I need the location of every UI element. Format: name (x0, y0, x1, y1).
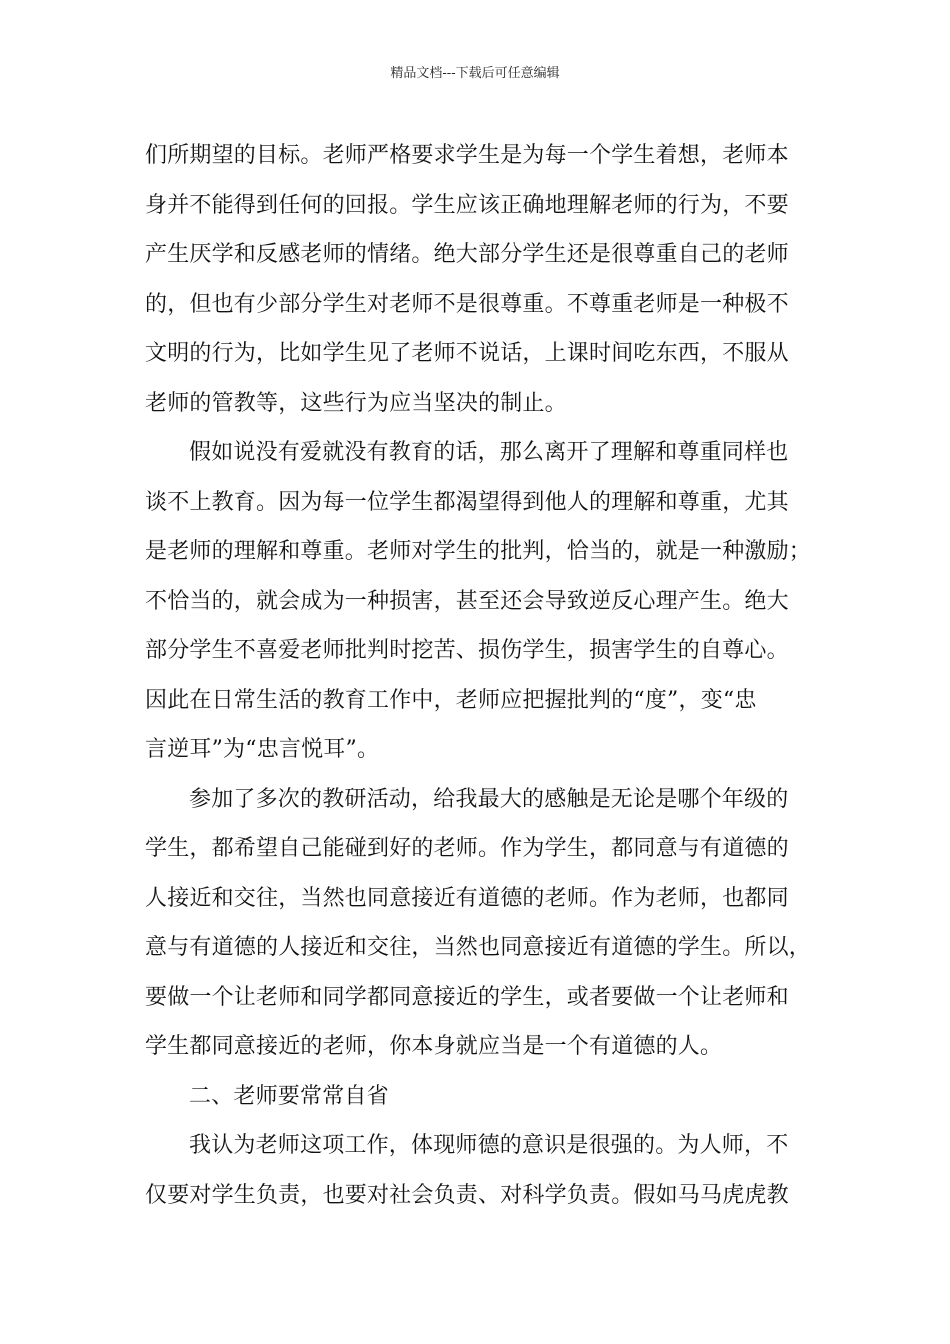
text-line: 谈不上教育。因为每一位学生都渴望得到他人的理解和尊重，尤其 (145, 489, 789, 515)
text-line: 意与有道德的人接近和交往，当然也同意接近有道德的学生。所以， (145, 935, 812, 960)
text-line: 产生厌学和反感老师的情绪。绝大部分学生还是很尊重自己的老师 (145, 242, 789, 267)
text-line: 言逆耳”为“忠言悦耳”。 (145, 737, 380, 762)
page-header: 精品文档---下载后可任意编辑 (390, 66, 560, 81)
text-line: 要做一个让老师和同学都同意接近的学生，或者要做一个让老师和 (145, 984, 789, 1010)
text-line: 不恰当的，就会成为一种损害，甚至还会导致逆反心理产生。绝大 (145, 588, 789, 614)
text-line: 学生都同意接近的老师，你本身就应当是一个有道德的人。 (145, 1034, 723, 1059)
section-heading: 二、老师要常常自省 (189, 1083, 389, 1109)
text-line: 们所期望的目标。老师严格要求学生是为每一个学生着想，老师本 (145, 143, 789, 168)
text-line: 学生，都希望自己能碰到好的老师。作为学生，都同意与有道德的 (145, 836, 789, 861)
text-line: 文明的行为，比如学生见了老师不说话，上课时间吃东西，不服从 (145, 341, 789, 366)
paragraph-start-line: 参加了多次的教研活动，给我最大的感触是无论是哪个年级的 (189, 786, 789, 812)
text-line: 仅要对学生负责，也要对社会负责、对科学负责。假如马马虎虎教 (145, 1182, 789, 1208)
text-line: 人接近和交往，当然也同意接近有道德的老师。作为老师，也都同 (145, 885, 789, 911)
text-line: 老师的管教等，这些行为应当坚决的制止。 (145, 390, 567, 416)
text-line: 部分学生不喜爱老师批判时挖苦、损伤学生，损害学生的自尊心。 (145, 638, 789, 663)
text-line: 的，但也有少部分学生对老师不是很尊重。不尊重老师是一种极不 (145, 291, 789, 317)
paragraph-start-line: 假如说没有爱就没有教育的话，那么离开了理解和尊重同样也 (189, 440, 789, 465)
text-line: 身并不能得到任何的回报。学生应该正确地理解老师的行为，不要 (145, 192, 789, 218)
text-line: 因此在日常生活的教育工作中，老师应把握批判的“度”，变“忠 (145, 687, 757, 713)
text-line: 是老师的理解和尊重。老师对学生的批判，恰当的，就是一种激励； (145, 539, 812, 564)
paragraph-start-line: 我认为老师这项工作，体现师德的意识是很强的。为人师，不 (189, 1133, 789, 1158)
document-body (145, 131, 825, 1220)
